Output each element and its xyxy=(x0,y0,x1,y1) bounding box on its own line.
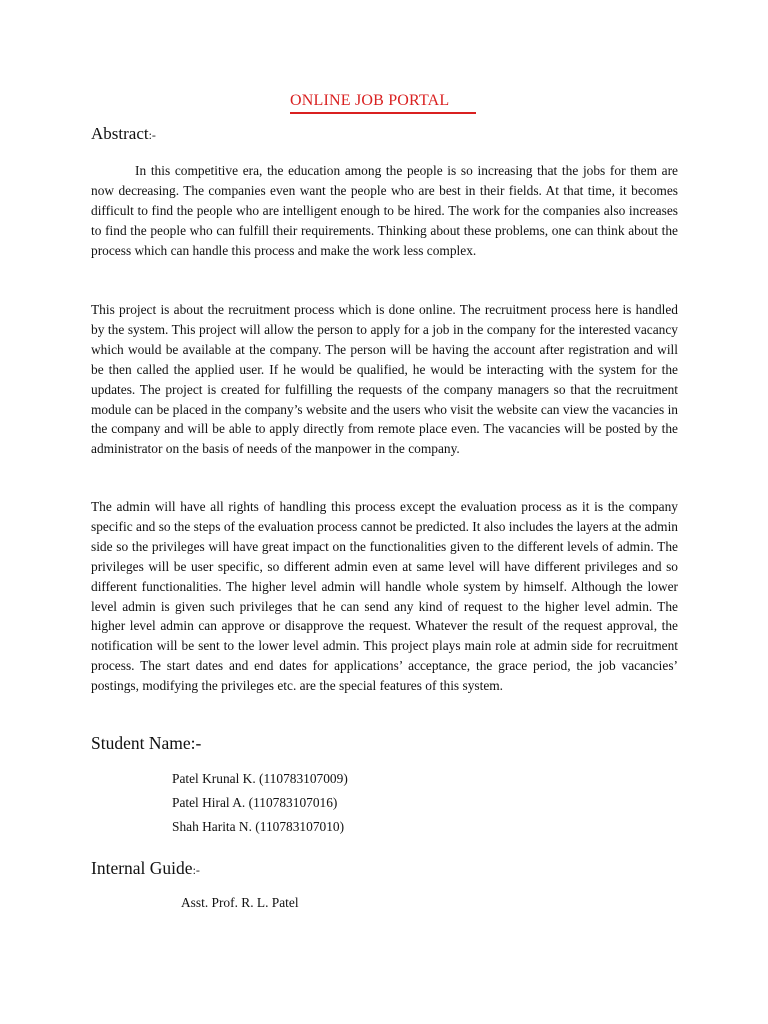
title-underline xyxy=(290,112,476,114)
student-name-1: Patel Krunal K. (110783107009) xyxy=(172,771,348,786)
student-name-2: Patel Hiral A. (110783107016) xyxy=(172,795,338,810)
abstract-paragraph-2: This project is about the recruitment process which is done online. The recruitment process here is handled by the system. This project will allow the person to apply for a job in the company for the interested vacancy which would be available at the company. The person will be having the account after registration and will be then called the applied user. If he would be qualified, he would be interacting with the system for the updates. The project is created for fulfilling the requests of the company managers so that the recruitment module can be placed in the company’s website and the users who visit the website can view the vacancies in the company and will be able to apply directly from remote place even. The vacancies will be posted by the administrator on the basis of needs of the manpower in the company. xyxy=(91,302,678,457)
internal-guide-heading-suffix: :- xyxy=(192,863,200,877)
abstract-heading-text: Abstract xyxy=(91,124,149,143)
abstract-heading-suffix: :- xyxy=(148,128,156,142)
abstract-heading xyxy=(91,124,156,144)
abstract-paragraph-1: In this competitive era, the education among the people is so increasing that the jobs for them are now decreasing. The companies even want the people who are best in their fields. At that time, it becomes difficult to find the people who are intelligent enough to be hired. The work for the companies also increases to find the people who can fulfill their requirements. Thinking about these problems, one can think about the process which can handle this process and make the work less complex. xyxy=(91,163,678,258)
student-list xyxy=(172,767,348,839)
student-name-heading: Student Name:- xyxy=(91,733,202,753)
document-title: ONLINE JOB PORTAL xyxy=(290,92,450,109)
internal-guide-heading xyxy=(91,858,200,879)
internal-guide-heading-text: Internal Guide xyxy=(91,858,193,878)
internal-guide-name: Asst. Prof. R. L. Patel xyxy=(181,895,299,910)
abstract-paragraph-3: The admin will have all rights of handling this process except the evaluation process as it is the company specific and so the steps of the evaluation process cannot be predicted. It also includes the layers at the admin side so the privileges will have great impact on the functionalities given to the different levels of admin. The privileges will be user specific, so different admin even at same level will have different privileges and so different functionalities. The higher level admin will handle whole system by himself. Although the lower level admin is given such privileges that he can send any kind of request to the higher level admin. The higher level admin can approve or disapprove the request. Whatever the result of the request approval, the notification will be sent to the lower level admin. This project plays main role at admin side for recruitment process. The start dates and end dates for applications’ acceptance, the grace period, the job vacancies’ postings, modifying the privileges etc. are the special features of this system. xyxy=(91,499,678,694)
student-name-3: Shah Harita N. (110783107010) xyxy=(172,819,345,834)
